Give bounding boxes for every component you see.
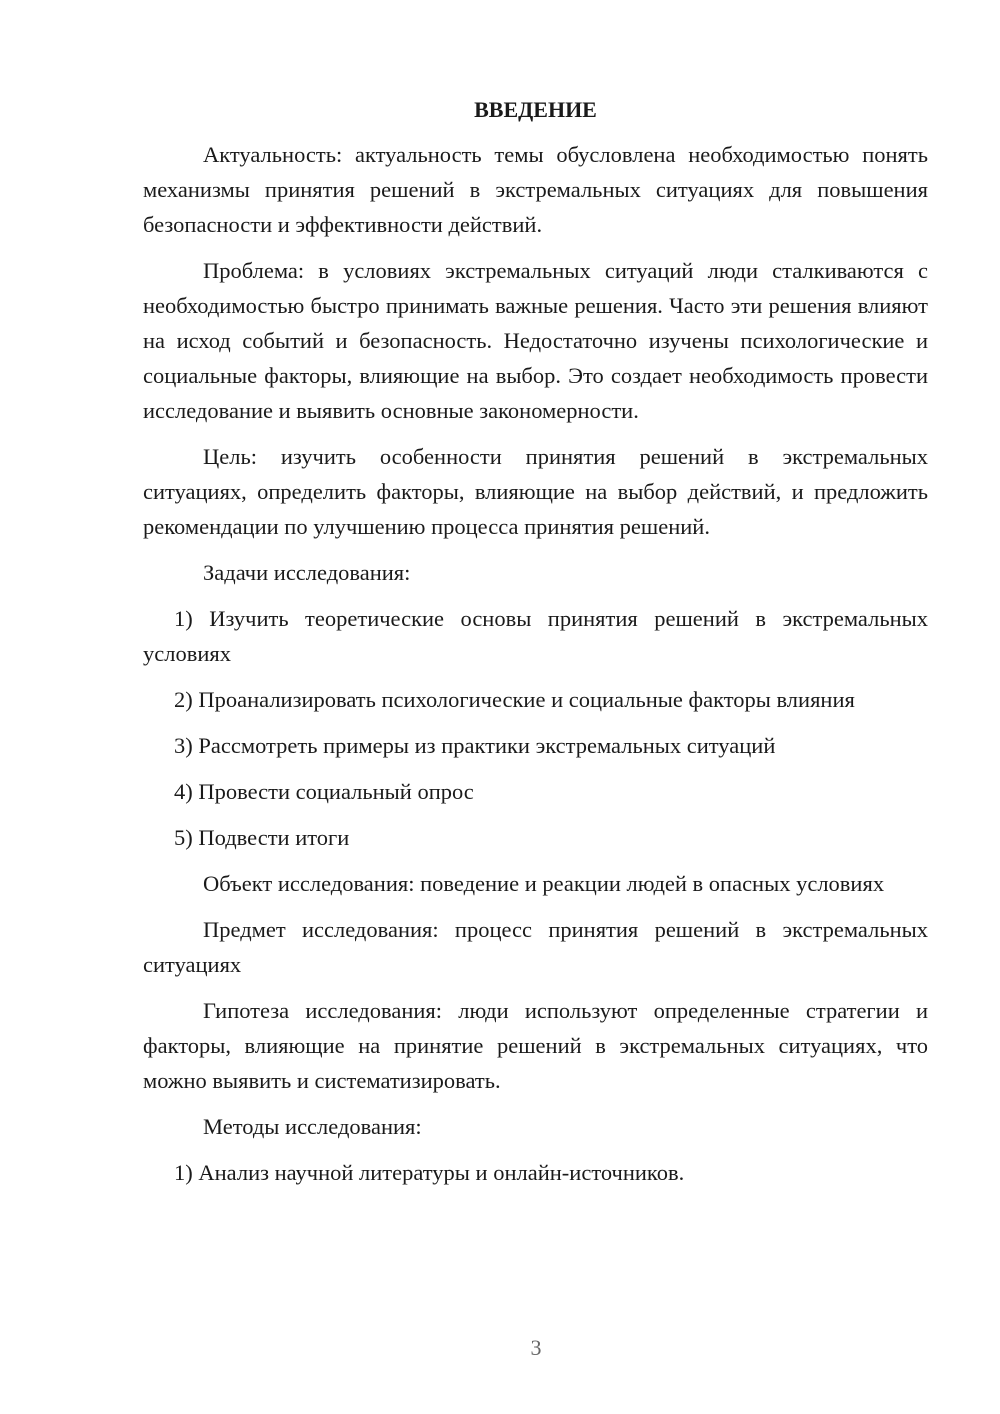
hypothesis-paragraph: Гипотеза исследования: люди используют определенные стратегии и факторы, влияющие на принятие решений в экстремальных ситуациях, что можно выявить и систематизировать. [143, 998, 928, 1093]
task-item-3: 3) Рассмотреть примеры из практики экстремальных ситуаций [174, 733, 776, 758]
relevance-paragraph: Актуальность: актуальность темы обусловлена необходимостью понять механизмы принятия решений в экстремальных ситуациях для повышения безопасности и эффективности действий. [143, 142, 928, 237]
object-paragraph: Объект исследования: поведение и реакции людей в опасных условиях [203, 871, 885, 896]
tasks-heading: Задачи исследования: [203, 560, 411, 585]
task-item-1: 1) Изучить теоретические основы принятия решений в экстремальных условиях [143, 606, 928, 666]
subject-paragraph: Предмет исследования: процесс принятия решений в экстремальных ситуациях [143, 917, 928, 977]
method-item-1: 1) Анализ научной литературы и онлайн-источников. [174, 1160, 685, 1185]
page-title: ВВЕДЕНИЕ [474, 97, 597, 122]
page-content [143, 95, 928, 1201]
page-number: 3 [530, 1335, 542, 1360]
goal-paragraph: Цель: изучить особенности принятия решений в экстремальных ситуациях, определить факторы, влияющие на выбор действий, и предложить рекомендации по улучшению процесса принятия решений. [143, 444, 928, 539]
problem-paragraph: Проблема: в условиях экстремальных ситуаций люди сталкиваются с необходимостью быстро принимать важные решения. Часто эти решения влияют на исход событий и безопасность. Недостаточно изучены психологические и социальные факторы, влияющие на выбор. Это создает необходимость провести исследование и выявить основные закономерности. [143, 258, 928, 423]
task-item-4: 4) Провести социальный опрос [174, 779, 474, 804]
task-item-2: 2) Проанализировать психологические и социальные факторы влияния [174, 687, 855, 712]
task-item-5: 5) Подвести итоги [174, 825, 350, 850]
methods-heading: Методы исследования: [203, 1114, 422, 1139]
